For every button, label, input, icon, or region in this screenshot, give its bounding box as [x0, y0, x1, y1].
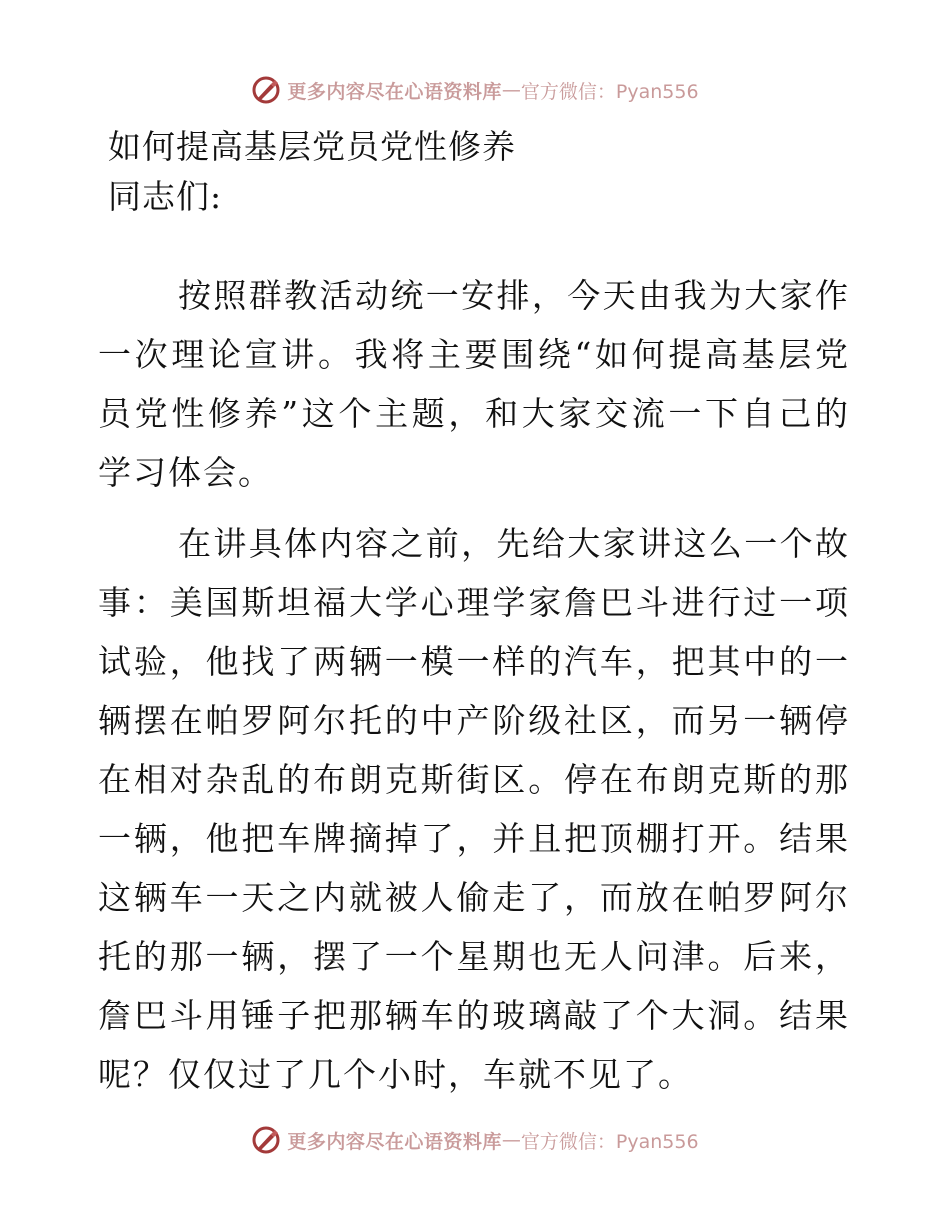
banner-separator: —	[501, 79, 521, 101]
banner-text: 更多内容尽在心语资料库	[287, 1130, 502, 1153]
document-title: 如何提高基层党员党性修养	[108, 127, 516, 166]
banner-separator: —	[501, 1129, 521, 1151]
paragraph-intro: 按照群教活动统一安排，今天由我为大家作一次理论宣讲。我将主要围绕“如何提高基层党员党性修养”这个主题，和大家交流一下自己的学习体会。	[98, 276, 850, 492]
greeting: 同志们:	[108, 177, 223, 216]
banner-contact: 官方微信：Pyan556	[520, 80, 699, 103]
pen-logo-icon	[251, 1125, 281, 1155]
footer-watermark-banner	[0, 1120, 950, 1160]
pen-logo-icon	[251, 75, 281, 105]
banner-text: 更多内容尽在心语资料库	[287, 80, 502, 103]
banner-contact: 官方微信：Pyan556	[520, 1130, 699, 1153]
header-watermark-banner	[0, 70, 950, 110]
paragraph-story: 在讲具体内容之前，先给大家讲这么一个故事：美国斯坦福大学心理学家詹巴斗进行过一项试验，他找了两辆一模一样的汽车，把其中的一辆摆在帕罗阿尔托的中产阶级社区，而另一辆停在相对杂乱的布朗克斯街区。停在布朗克斯的那一辆，他把车牌摘掉了，并且把顶棚打开。结果这辆车一天之内就被人偷走了，而放在帕罗阿尔托的那一辆，摆了一个星期也无人问津。后来，詹巴斗用锤子把那辆车的玻璃敲了个大洞。结果呢？仅仅过了几个小时，车就不见了。	[98, 524, 850, 1094]
